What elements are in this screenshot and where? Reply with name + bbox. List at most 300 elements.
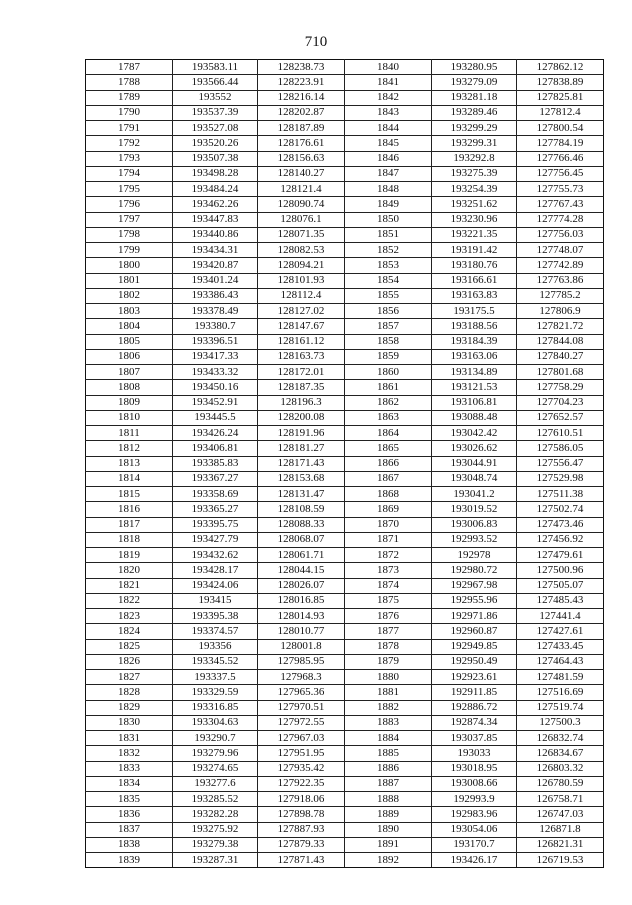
y-coordinate-cell: 128191.96 <box>258 426 345 441</box>
y-coordinate-cell: 127505.07 <box>517 578 604 593</box>
y-coordinate-cell: 128101.93 <box>258 273 345 288</box>
point-number-cell: 1852 <box>345 243 432 258</box>
point-number-cell: 1831 <box>86 731 173 746</box>
table-row <box>86 319 604 334</box>
point-number-cell: 1841 <box>345 75 432 90</box>
y-coordinate-cell: 127652.57 <box>517 410 604 425</box>
y-coordinate-cell: 128112.4 <box>258 288 345 303</box>
point-number-cell: 1880 <box>345 670 432 685</box>
table-row <box>86 639 604 654</box>
point-number-cell: 1867 <box>345 471 432 486</box>
x-coordinate-cell: 193279.96 <box>173 746 258 761</box>
x-coordinate-cell: 192993.52 <box>432 532 517 547</box>
y-coordinate-cell: 126780.59 <box>517 776 604 791</box>
y-coordinate-cell: 128044.15 <box>258 563 345 578</box>
point-number-cell: 1809 <box>86 395 173 410</box>
y-coordinate-cell: 128216.14 <box>258 90 345 105</box>
x-coordinate-cell: 193401.24 <box>173 273 258 288</box>
point-number-cell: 1888 <box>345 792 432 807</box>
x-coordinate-cell: 193044.91 <box>432 456 517 471</box>
table-row <box>86 853 604 868</box>
y-coordinate-cell: 127441.4 <box>517 609 604 624</box>
point-number-cell: 1828 <box>86 685 173 700</box>
y-coordinate-cell: 127821.72 <box>517 319 604 334</box>
y-coordinate-cell: 127784.19 <box>517 136 604 151</box>
table-row <box>86 548 604 563</box>
x-coordinate-cell: 193358.69 <box>173 487 258 502</box>
y-coordinate-cell: 127862.12 <box>517 60 604 75</box>
point-number-cell: 1812 <box>86 441 173 456</box>
table-row <box>86 609 604 624</box>
y-coordinate-cell: 127967.03 <box>258 731 345 746</box>
y-coordinate-cell: 127871.43 <box>258 853 345 868</box>
y-coordinate-cell: 128094.21 <box>258 258 345 273</box>
x-coordinate-cell: 193427.79 <box>173 532 258 547</box>
x-coordinate-cell: 193374.57 <box>173 624 258 639</box>
x-coordinate-cell: 193552 <box>173 90 258 105</box>
y-coordinate-cell: 127918.06 <box>258 792 345 807</box>
y-coordinate-cell: 126758.71 <box>517 792 604 807</box>
point-number-cell: 1876 <box>345 609 432 624</box>
y-coordinate-cell: 127464.43 <box>517 654 604 669</box>
table-row <box>86 746 604 761</box>
point-number-cell: 1823 <box>86 609 173 624</box>
x-coordinate-cell: 193432.62 <box>173 548 258 563</box>
x-coordinate-cell: 193428.17 <box>173 563 258 578</box>
x-coordinate-cell: 193134.89 <box>432 365 517 380</box>
y-coordinate-cell: 127879.33 <box>258 837 345 852</box>
point-number-cell: 1870 <box>345 517 432 532</box>
table-row <box>86 243 604 258</box>
point-number-cell: 1838 <box>86 837 173 852</box>
y-coordinate-cell: 127806.9 <box>517 304 604 319</box>
x-coordinate-cell: 193395.75 <box>173 517 258 532</box>
y-coordinate-cell: 127898.78 <box>258 807 345 822</box>
table-row <box>86 365 604 380</box>
point-number-cell: 1814 <box>86 471 173 486</box>
point-number-cell: 1805 <box>86 334 173 349</box>
y-coordinate-cell: 127529.98 <box>517 471 604 486</box>
x-coordinate-cell: 193279.38 <box>173 837 258 852</box>
y-coordinate-cell: 128181.27 <box>258 441 345 456</box>
table-row <box>86 151 604 166</box>
y-coordinate-cell: 127516.69 <box>517 685 604 700</box>
point-number-cell: 1847 <box>345 166 432 181</box>
table-row <box>86 532 604 547</box>
table-row <box>86 258 604 273</box>
table-row <box>86 593 604 608</box>
x-coordinate-cell: 193345.52 <box>173 654 258 669</box>
y-coordinate-cell: 126832.74 <box>517 731 604 746</box>
y-coordinate-cell: 128090.74 <box>258 197 345 212</box>
point-number-cell: 1875 <box>345 593 432 608</box>
x-coordinate-cell: 192886.72 <box>432 700 517 715</box>
x-coordinate-cell: 192983.96 <box>432 807 517 822</box>
x-coordinate-cell: 193280.95 <box>432 60 517 75</box>
table-row <box>86 182 604 197</box>
point-number-cell: 1887 <box>345 776 432 791</box>
y-coordinate-cell: 127922.35 <box>258 776 345 791</box>
x-coordinate-cell: 193484.24 <box>173 182 258 197</box>
point-number-cell: 1801 <box>86 273 173 288</box>
x-coordinate-cell: 192960.87 <box>432 624 517 639</box>
x-coordinate-cell: 193507.38 <box>173 151 258 166</box>
y-coordinate-cell: 128187.89 <box>258 121 345 136</box>
y-coordinate-cell: 126871.8 <box>517 822 604 837</box>
x-coordinate-cell: 193019.52 <box>432 502 517 517</box>
x-coordinate-cell: 193281.18 <box>432 90 517 105</box>
y-coordinate-cell: 128071.35 <box>258 227 345 242</box>
point-number-cell: 1844 <box>345 121 432 136</box>
table-row <box>86 700 604 715</box>
y-coordinate-cell: 127887.93 <box>258 822 345 837</box>
point-number-cell: 1882 <box>345 700 432 715</box>
x-coordinate-cell: 193433.32 <box>173 365 258 380</box>
y-coordinate-cell: 128121.4 <box>258 182 345 197</box>
x-coordinate-cell: 193520.26 <box>173 136 258 151</box>
point-number-cell: 1864 <box>345 426 432 441</box>
x-coordinate-cell: 193275.92 <box>173 822 258 837</box>
x-coordinate-cell: 193447.83 <box>173 212 258 227</box>
point-number-cell: 1835 <box>86 792 173 807</box>
y-coordinate-cell: 128061.71 <box>258 548 345 563</box>
table-row <box>86 227 604 242</box>
point-number-cell: 1788 <box>86 75 173 90</box>
point-number-cell: 1854 <box>345 273 432 288</box>
x-coordinate-cell: 193282.28 <box>173 807 258 822</box>
point-number-cell: 1858 <box>345 334 432 349</box>
point-number-cell: 1877 <box>345 624 432 639</box>
table-row <box>86 487 604 502</box>
point-number-cell: 1787 <box>86 60 173 75</box>
point-number-cell: 1793 <box>86 151 173 166</box>
x-coordinate-cell: 193175.5 <box>432 304 517 319</box>
y-coordinate-cell: 126719.53 <box>517 853 604 868</box>
table-row <box>86 273 604 288</box>
y-coordinate-cell: 127985.95 <box>258 654 345 669</box>
point-number-cell: 1874 <box>345 578 432 593</box>
x-coordinate-cell: 193337.5 <box>173 670 258 685</box>
x-coordinate-cell: 193037.85 <box>432 731 517 746</box>
y-coordinate-cell: 126747.03 <box>517 807 604 822</box>
table-row <box>86 121 604 136</box>
x-coordinate-cell: 193290.7 <box>173 731 258 746</box>
y-coordinate-cell: 128076.1 <box>258 212 345 227</box>
x-coordinate-cell: 193279.09 <box>432 75 517 90</box>
x-coordinate-cell: 193054.06 <box>432 822 517 837</box>
y-coordinate-cell: 126803.32 <box>517 761 604 776</box>
y-coordinate-cell: 127500.3 <box>517 715 604 730</box>
x-coordinate-cell: 193424.06 <box>173 578 258 593</box>
page-number: 710 <box>304 34 328 50</box>
point-number-cell: 1845 <box>345 136 432 151</box>
y-coordinate-cell: 127785.2 <box>517 288 604 303</box>
point-number-cell: 1889 <box>345 807 432 822</box>
point-number-cell: 1869 <box>345 502 432 517</box>
point-number-cell: 1792 <box>86 136 173 151</box>
x-coordinate-cell: 193006.83 <box>432 517 517 532</box>
y-coordinate-cell: 127502.74 <box>517 502 604 517</box>
x-coordinate-cell: 193033 <box>432 746 517 761</box>
y-coordinate-cell: 127456.92 <box>517 532 604 547</box>
x-coordinate-cell: 192950.49 <box>432 654 517 669</box>
point-number-cell: 1803 <box>86 304 173 319</box>
x-coordinate-cell: 193088.48 <box>432 410 517 425</box>
y-coordinate-cell: 128172.01 <box>258 365 345 380</box>
y-coordinate-cell: 127812.4 <box>517 105 604 120</box>
point-number-cell: 1856 <box>345 304 432 319</box>
x-coordinate-cell: 193417.33 <box>173 349 258 364</box>
y-coordinate-cell: 128026.07 <box>258 578 345 593</box>
y-coordinate-cell: 127511.38 <box>517 487 604 502</box>
x-coordinate-cell: 193365.27 <box>173 502 258 517</box>
x-coordinate-cell: 192980.72 <box>432 563 517 578</box>
x-coordinate-cell: 192923.61 <box>432 670 517 685</box>
point-number-cell: 1839 <box>86 853 173 868</box>
y-coordinate-cell: 127965.36 <box>258 685 345 700</box>
point-number-cell: 1883 <box>345 715 432 730</box>
x-coordinate-cell: 192874.34 <box>432 715 517 730</box>
table-row <box>86 837 604 852</box>
point-number-cell: 1799 <box>86 243 173 258</box>
point-number-cell: 1802 <box>86 288 173 303</box>
y-coordinate-cell: 128171.43 <box>258 456 345 471</box>
y-coordinate-cell: 127968.3 <box>258 670 345 685</box>
x-coordinate-cell: 193184.39 <box>432 334 517 349</box>
x-coordinate-cell: 193304.63 <box>173 715 258 730</box>
x-coordinate-cell: 193163.06 <box>432 349 517 364</box>
x-coordinate-cell: 193396.51 <box>173 334 258 349</box>
x-coordinate-cell: 193566.44 <box>173 75 258 90</box>
x-coordinate-cell: 193420.87 <box>173 258 258 273</box>
x-coordinate-cell: 193583.11 <box>173 60 258 75</box>
point-number-cell: 1820 <box>86 563 173 578</box>
point-number-cell: 1819 <box>86 548 173 563</box>
point-number-cell: 1857 <box>345 319 432 334</box>
x-coordinate-cell: 193434.31 <box>173 243 258 258</box>
point-number-cell: 1837 <box>86 822 173 837</box>
point-number-cell: 1822 <box>86 593 173 608</box>
x-coordinate-cell: 193251.62 <box>432 197 517 212</box>
x-coordinate-cell: 193287.31 <box>173 853 258 868</box>
point-number-cell: 1813 <box>86 456 173 471</box>
point-number-cell: 1865 <box>345 441 432 456</box>
point-number-cell: 1795 <box>86 182 173 197</box>
x-coordinate-cell: 193299.31 <box>432 136 517 151</box>
y-coordinate-cell: 128161.12 <box>258 334 345 349</box>
table-row <box>86 349 604 364</box>
point-number-cell: 1824 <box>86 624 173 639</box>
y-coordinate-cell: 127755.73 <box>517 182 604 197</box>
y-coordinate-cell: 128196.3 <box>258 395 345 410</box>
table-row <box>86 502 604 517</box>
y-coordinate-cell: 128223.91 <box>258 75 345 90</box>
y-coordinate-cell: 128014.93 <box>258 609 345 624</box>
table-row <box>86 90 604 105</box>
point-number-cell: 1891 <box>345 837 432 852</box>
x-coordinate-cell: 193285.52 <box>173 792 258 807</box>
y-coordinate-cell: 127756.45 <box>517 166 604 181</box>
table-row <box>86 654 604 669</box>
table-row <box>86 410 604 425</box>
point-number-cell: 1815 <box>86 487 173 502</box>
point-number-cell: 1821 <box>86 578 173 593</box>
point-number-cell: 1829 <box>86 700 173 715</box>
point-number-cell: 1826 <box>86 654 173 669</box>
point-number-cell: 1791 <box>86 121 173 136</box>
x-coordinate-cell: 193385.83 <box>173 456 258 471</box>
point-number-cell: 1862 <box>345 395 432 410</box>
table-row <box>86 75 604 90</box>
y-coordinate-cell: 127970.51 <box>258 700 345 715</box>
point-number-cell: 1796 <box>86 197 173 212</box>
point-number-cell: 1833 <box>86 761 173 776</box>
x-coordinate-cell: 193452.91 <box>173 395 258 410</box>
x-coordinate-cell: 192967.98 <box>432 578 517 593</box>
y-coordinate-cell: 128147.67 <box>258 319 345 334</box>
point-number-cell: 1811 <box>86 426 173 441</box>
point-number-cell: 1834 <box>86 776 173 791</box>
point-number-cell: 1790 <box>86 105 173 120</box>
coordinates-table <box>85 59 604 868</box>
point-number-cell: 1816 <box>86 502 173 517</box>
point-number-cell: 1830 <box>86 715 173 730</box>
y-coordinate-cell: 128127.02 <box>258 304 345 319</box>
y-coordinate-cell: 127774.28 <box>517 212 604 227</box>
y-coordinate-cell: 128131.47 <box>258 487 345 502</box>
point-number-cell: 1818 <box>86 532 173 547</box>
point-number-cell: 1806 <box>86 349 173 364</box>
table-row <box>86 212 604 227</box>
table-row <box>86 471 604 486</box>
x-coordinate-cell: 193292.8 <box>432 151 517 166</box>
point-number-cell: 1885 <box>345 746 432 761</box>
x-coordinate-cell: 192949.85 <box>432 639 517 654</box>
x-coordinate-cell: 193166.61 <box>432 273 517 288</box>
table-row <box>86 166 604 181</box>
y-coordinate-cell: 127766.46 <box>517 151 604 166</box>
point-number-cell: 1871 <box>345 532 432 547</box>
point-number-cell: 1836 <box>86 807 173 822</box>
coordinates-table-body <box>86 60 604 868</box>
point-number-cell: 1800 <box>86 258 173 273</box>
x-coordinate-cell: 193274.65 <box>173 761 258 776</box>
x-coordinate-cell: 193367.27 <box>173 471 258 486</box>
x-coordinate-cell: 193329.59 <box>173 685 258 700</box>
point-number-cell: 1825 <box>86 639 173 654</box>
point-number-cell: 1855 <box>345 288 432 303</box>
point-number-cell: 1827 <box>86 670 173 685</box>
y-coordinate-cell: 127767.43 <box>517 197 604 212</box>
point-number-cell: 1850 <box>345 212 432 227</box>
table-row <box>86 578 604 593</box>
point-number-cell: 1851 <box>345 227 432 242</box>
x-coordinate-cell: 193415 <box>173 593 258 608</box>
y-coordinate-cell: 128200.08 <box>258 410 345 425</box>
y-coordinate-cell: 127704.23 <box>517 395 604 410</box>
point-number-cell: 1860 <box>345 365 432 380</box>
y-coordinate-cell: 128153.68 <box>258 471 345 486</box>
point-number-cell: 1810 <box>86 410 173 425</box>
table-row <box>86 670 604 685</box>
x-coordinate-cell: 193395.38 <box>173 609 258 624</box>
y-coordinate-cell: 127935.42 <box>258 761 345 776</box>
x-coordinate-cell: 193406.81 <box>173 441 258 456</box>
y-coordinate-cell: 128068.07 <box>258 532 345 547</box>
y-coordinate-cell: 128140.27 <box>258 166 345 181</box>
y-coordinate-cell: 127756.03 <box>517 227 604 242</box>
table-row <box>86 288 604 303</box>
y-coordinate-cell: 128016.85 <box>258 593 345 608</box>
y-coordinate-cell: 128108.59 <box>258 502 345 517</box>
y-coordinate-cell: 128187.35 <box>258 380 345 395</box>
table-row <box>86 685 604 700</box>
point-number-cell: 1866 <box>345 456 432 471</box>
table-row <box>86 197 604 212</box>
x-coordinate-cell: 193380.7 <box>173 319 258 334</box>
x-coordinate-cell: 193048.74 <box>432 471 517 486</box>
y-coordinate-cell: 128176.61 <box>258 136 345 151</box>
table-row <box>86 334 604 349</box>
x-coordinate-cell: 192993.9 <box>432 792 517 807</box>
x-coordinate-cell: 193537.39 <box>173 105 258 120</box>
point-number-cell: 1817 <box>86 517 173 532</box>
y-coordinate-cell: 127972.55 <box>258 715 345 730</box>
table-row <box>86 731 604 746</box>
x-coordinate-cell: 193026.62 <box>432 441 517 456</box>
point-number-cell: 1798 <box>86 227 173 242</box>
x-coordinate-cell: 193527.08 <box>173 121 258 136</box>
y-coordinate-cell: 127479.61 <box>517 548 604 563</box>
x-coordinate-cell: 193042.42 <box>432 426 517 441</box>
y-coordinate-cell: 127758.29 <box>517 380 604 395</box>
x-coordinate-cell: 193440.86 <box>173 227 258 242</box>
table-row <box>86 105 604 120</box>
table-row <box>86 304 604 319</box>
x-coordinate-cell: 192911.85 <box>432 685 517 700</box>
point-number-cell: 1873 <box>345 563 432 578</box>
point-number-cell: 1794 <box>86 166 173 181</box>
y-coordinate-cell: 127610.51 <box>517 426 604 441</box>
x-coordinate-cell: 192971.86 <box>432 609 517 624</box>
y-coordinate-cell: 128238.73 <box>258 60 345 75</box>
x-coordinate-cell: 193498.28 <box>173 166 258 181</box>
point-number-cell: 1868 <box>345 487 432 502</box>
x-coordinate-cell: 193188.56 <box>432 319 517 334</box>
y-coordinate-cell: 127427.61 <box>517 624 604 639</box>
table-row <box>86 715 604 730</box>
table-row <box>86 761 604 776</box>
x-coordinate-cell: 193386.43 <box>173 288 258 303</box>
x-coordinate-cell: 193356 <box>173 639 258 654</box>
table-row <box>86 807 604 822</box>
point-number-cell: 1843 <box>345 105 432 120</box>
x-coordinate-cell: 193289.46 <box>432 105 517 120</box>
x-coordinate-cell: 193230.96 <box>432 212 517 227</box>
y-coordinate-cell: 127825.81 <box>517 90 604 105</box>
y-coordinate-cell: 128082.53 <box>258 243 345 258</box>
point-number-cell: 1832 <box>86 746 173 761</box>
y-coordinate-cell: 127485.43 <box>517 593 604 608</box>
point-number-cell: 1853 <box>345 258 432 273</box>
table-row <box>86 60 604 75</box>
y-coordinate-cell: 127951.95 <box>258 746 345 761</box>
y-coordinate-cell: 126821.31 <box>517 837 604 852</box>
x-coordinate-cell: 193008.66 <box>432 776 517 791</box>
point-number-cell: 1840 <box>345 60 432 75</box>
x-coordinate-cell: 192978 <box>432 548 517 563</box>
table-row <box>86 563 604 578</box>
